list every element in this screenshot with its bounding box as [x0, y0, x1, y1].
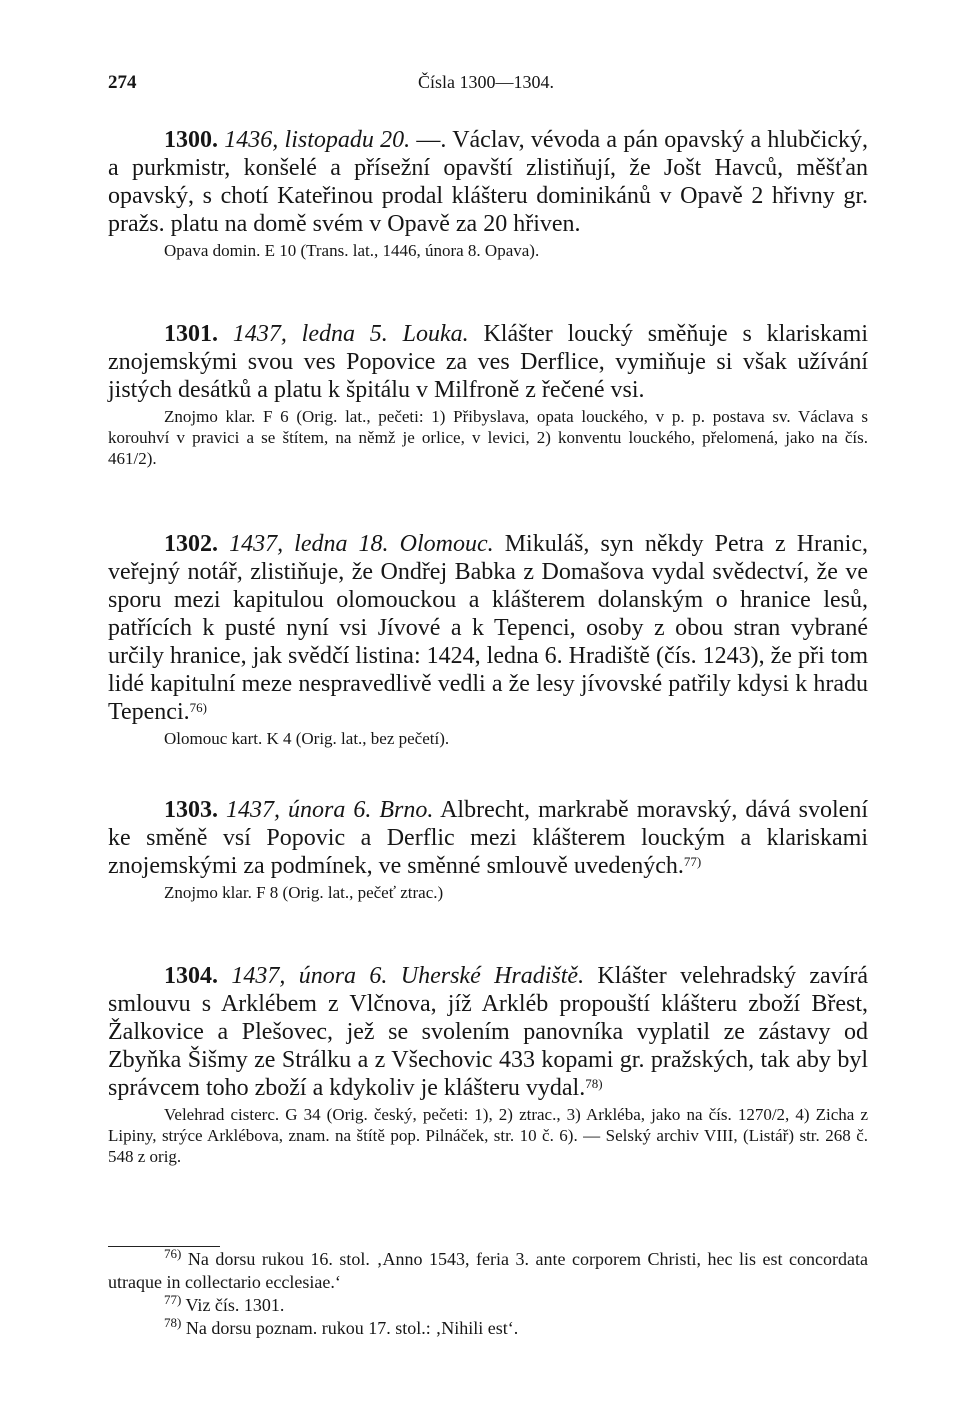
entry-number: 1304. — [164, 963, 218, 989]
footnote-mark: 78) — [164, 1315, 182, 1330]
footnote-text: Na dorsu poznam. rukou 17. stol.: ‚Nihili est‘. — [181, 1318, 519, 1338]
footnote-text: Viz čís. 1301. — [181, 1295, 285, 1315]
page-header — [108, 72, 868, 102]
entry-date: 1437, února 6. Brno. — [226, 797, 434, 823]
footnote-ref: 76) — [189, 700, 207, 715]
entry-date: 1437, ledna 18. Olomouc. — [229, 531, 494, 557]
entry-1300 — [108, 126, 868, 261]
entry-text: —. Václav, vévoda a pán opavský a hlubčický, a purkmistr, konšelé a přísežní opavští zlistiňují, že Jošt Havců, měšťan opavský, s chotí Kateřinou prodal klášteru dominikánů v Opavě 2 hřivny gr. pražs. platu na domě svém v Opavě za 20 hřiven. — [108, 127, 869, 237]
entry-text: Albrecht, markrabě moravský, dává svolení ke směně vsí Popovic a Derflic mezi klášterem louckým a klariskami znojemskými za podmínek, ve směnné smlouvě uvedených. — [108, 797, 869, 879]
footnotes — [108, 1248, 868, 1340]
entry-body — [108, 320, 868, 404]
entry-1303 — [108, 796, 868, 903]
entry-body — [108, 126, 868, 238]
entry-1304 — [108, 962, 868, 1167]
footnote-77 — [108, 1294, 868, 1317]
entry-source: Znojmo klar. F 8 (Orig. lat., pečeť ztrac.) — [164, 883, 444, 902]
entry-text: Klášter loucký směňuje s klariskami znojemskými svou ves Popovice za ves Derflice, vymiňuje si však užívání jistých desátků a platu k špitálu v Milfroně z řečené vsi. — [108, 321, 868, 403]
page-number: 274 — [108, 72, 137, 93]
entry-body — [108, 796, 868, 880]
entry-number: 1303. — [164, 797, 218, 823]
entry-body — [108, 962, 868, 1102]
footnote-76 — [108, 1248, 868, 1294]
entry-1301 — [108, 320, 868, 469]
entry-number: 1301. — [164, 321, 218, 347]
footnote-text: Na dorsu rukou 16. stol. ‚Anno 1543, feria 3. ante corporem Christi, hec lis est concordata utraque in collectario ecclesiae.‘ — [108, 1249, 868, 1292]
entry-source: Znojmo klar. F 6 (Orig. lat., pečeti: 1) Přibyslava, opata louckého, v p. p. postava sv. Václava s korouhví v pravici a se štítem, na němž je orlice, v levici, 2) konventu louckého, přelomená, jako na čís. 461/2). — [108, 407, 868, 468]
entry-number: 1300. — [164, 127, 218, 153]
entry-text: Mikuláš, syn někdy Petra z Hranic, veřejný notář, zlistiňuje, že Ondřej Babka z Domašova vydal svědectví, že ve sporu mezi kapitulou olomouckou a klášterem dolanským o hranice lesů, patřících k pusté nyní vsi Jívové a k Tepenci, osoby z obou stran vybrané určily hranice, jak svědčí listina: 1424, ledna 6. Hradiště (čís. 1243), že při tom lidé kapitulní meze nespravedlivě vedli a že lesy jívovské patřily kdysi k hradu Tepenci. — [108, 531, 869, 725]
footnote-mark: 77) — [164, 1292, 182, 1307]
entry-1302 — [108, 530, 868, 749]
entry-source: Olomouc kart. K 4 (Orig. lat., bez pečetí). — [164, 729, 450, 748]
footnote-mark: 76) — [164, 1246, 182, 1261]
entry-source: Opava domin. E 10 (Trans. lat., 1446, února 8. Opava). — [164, 241, 540, 260]
footnote-ref: 78) — [585, 1076, 603, 1091]
footnote-ref: 77) — [683, 854, 702, 869]
footnote-78 — [108, 1317, 868, 1340]
entry-date: 1437, února 6. Uherské Hradiště. — [231, 963, 585, 989]
running-head: Čísla 1300—1304. — [418, 72, 555, 92]
entry-number: 1302. — [164, 531, 218, 557]
entry-date: 1436, listopadu 20. — [224, 127, 411, 153]
entry-text: Klášter velehradský zavírá smlouvu s Arklébem z Vlčnova, jíž Arkléb propouští klášteru zboží Břest, Žalkovice a Plešovec, jež se svolením panovníka vyplatil ze zástavy od Zbyňka Šišmy ze Strálku a z Všechovic 433 kopami gr. pražských, tak aby byl správcem toho zboží a kdykoliv je klášteru vydal. — [108, 963, 869, 1101]
entry-body — [108, 530, 868, 726]
entry-source: Velehrad cisterc. G 34 (Orig. český, pečeti: 1), 2) ztrac., 3) Arkléba, jako na čís. 1270/2, 4) Zicha z Lipiny, strýce Arklébova, znam. na štítě pop. Pilnáček, str. 10 č. 6). — Selský archiv VIII, (Listář) str. 268 č. 548 z orig. — [108, 1105, 868, 1166]
entry-date: 1437, ledna 5. Louka. — [232, 321, 469, 347]
